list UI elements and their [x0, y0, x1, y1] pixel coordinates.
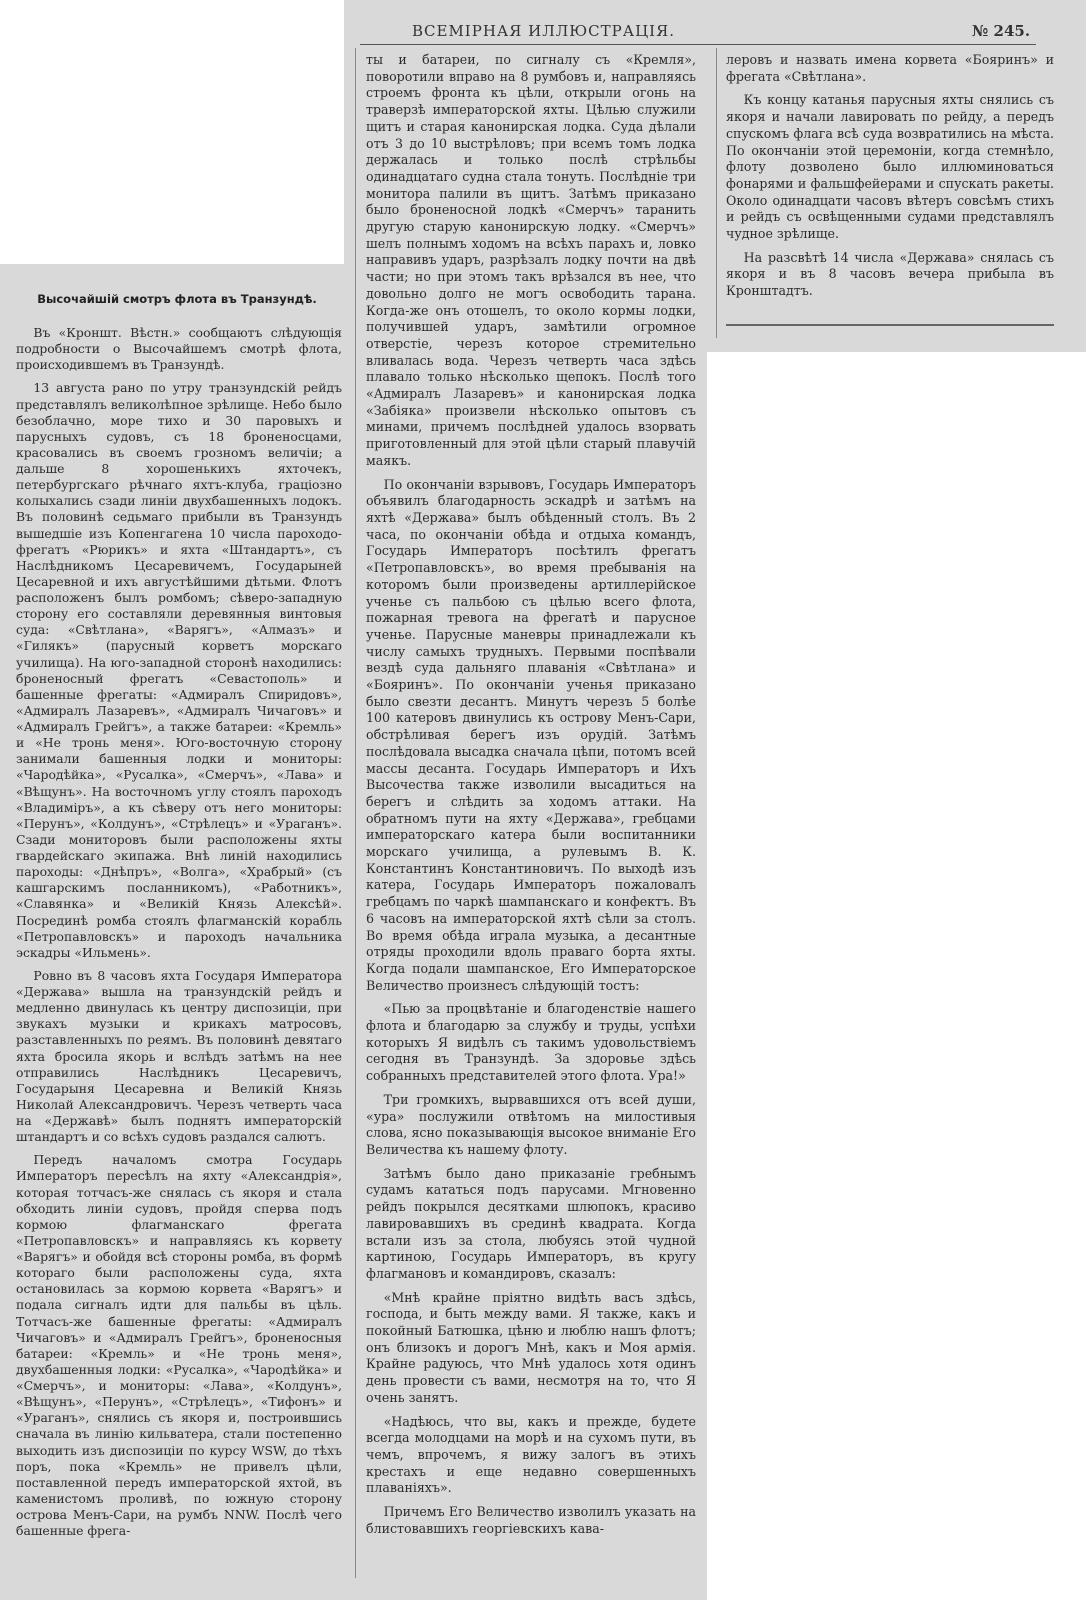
- paragraph: По окончанiи взрывовъ, Государь Императоръ объявилъ благодарность эскадрѣ и затѣмъ на яхтѣ «Держава» былъ обѣденный столъ. Въ 2 часа, по окончанiи обѣда и отдыха командъ, Государь Императоръ посѣтилъ фрегатъ «Петропавловскъ», во время пребыванiя на которомъ были произведены артиллерiйское ученье съ пальбою съ цѣлью всего флота, пожарная тревога на фрегатѣ и парусное ученье. Парусные маневры принадлежали къ числу самыхъ трудныхъ. Первыми поспѣвали вездѣ суда дальняго плаванiя «Свѣтлана» и «Бояринъ». По окончанiи ученья приказано было свезти десантъ. Минутъ черезъ 5 болѣе 100 катеровъ двинулись къ острову Менъ-Сари, обстрѣливая берегъ изъ орудiй. Затѣмъ послѣдовала высадка сначала цѣпи, потомъ всей массы десанта. Государь Императоръ и Ихъ Высочества также изволили высадиться на берегъ и слѣдить за ходомъ аттаки. На обратномъ пути на яхту «Держава», гребцами императорскаго катера были воспитанники морскаго училища, а рулевымъ В. К. Константинъ Константиновичъ. По выходѣ изъ катера, Государь Императоръ пожаловалъ гребцамъ по чаркѣ шампанскаго и конфектъ. Въ 6 часовъ на императорской яхтѣ сѣли за столъ. Во время обѣда играла музыка, а десантные отряды проходили вдоль праваго борта яхты. Когда подали шампанское, Его Императорское Величество произнесъ слѣдующiй тостъ:: [366, 476, 696, 993]
- quote-paragraph: «Мнѣ крайне прiятно видѣть васъ здѣсь, господа, и быть между вами. Я также, какъ и покойный Батюшка, цѣню и люблю нашъ флотъ; онъ близокъ и дорогъ Мнѣ, какъ и Моя армiя. Крайне радуюсь, что Мнѣ удалось хотя одинъ день провести съ вами, несмотря на то, что Я очень занятъ.: [366, 1289, 696, 1405]
- text-column-1: [16, 325, 342, 1546]
- quote-paragraph: «Пью за процвѣтанiе и благоденствiе нашего флота и благодарю за службу и труды, успѣхи которыхъ Я видѣлъ съ такимъ удовольствiемъ сегодня въ Транзундѣ. За здоровье здѣсь собранныхъ представителей этого флота. Ура!»: [366, 1001, 696, 1084]
- masthead-rule: [360, 44, 1036, 45]
- paragraph: Причемъ Его Величество изволилъ указать на блистовавшихъ георгiевскихъ кава-: [366, 1504, 696, 1536]
- paragraph: Затѣмъ было дано приказанiе гребнымъ судамъ кататься подъ парусами. Мгновенно рейдъ покрылся десятками шлюпокъ, красиво лавировавшихъ въ срединѣ квадрата. Когда встали изъ за стола, любуясь этой чудной картиною, Государь Императоръ, въ кругу флагмановъ и командировъ, сказалъ:: [366, 1165, 696, 1281]
- text-column-3: [726, 52, 1054, 307]
- paragraph: Къ концу катанья парусныя яхты снялись съ якоря и начали лавировать по рейду, а передъ спускомъ флага всѣ суда возвратились на мѣста. По окончанiи этой церемонiи, когда стемнѣло, флоту дозволено было иллюминоваться фонарями и фальшфейерами и спускать ракеты. Около одинадцати часовъ вѣтеръ совсѣмъ стихъ и рейдъ съ освѣщенными судами представлялъ чудное зрѣлище.: [726, 92, 1054, 242]
- column-divider: [716, 48, 717, 338]
- article-end-rule: [726, 324, 1054, 326]
- paragraph: Въ «Кроншт. Вѣстн.» сообщаютъ слѣдующiя подробности о Высочайшемъ смотрѣ флота, происходившемъ въ Транзундѣ.: [16, 325, 342, 373]
- paragraph: леровъ и назвать имена корвета «Бояринъ» и фрегата «Свѣтлана».: [726, 52, 1054, 84]
- article-title: Высочайшiй смотръ флота въ Транзундѣ.: [37, 292, 317, 306]
- masthead-title: ВСЕМIРНАЯ ИЛЛЮСТРАЦIЯ.: [412, 22, 675, 40]
- text-column-2: [366, 52, 696, 1544]
- paragraph: Передъ началомъ смотра Государь Императоръ пересѣлъ на яхту «Александрiя», которая тотчасъ-же снялась съ якоря и стала обходить линiи судовъ, пройдя сперва подъ кормою флагманскаго фрегата «Петропавловскъ» и направляясь къ корвету «Варягъ» и обойдя всѣ стороны ромба, въ формѣ котораго были расположены суда, яхта остановилась за кормою корвета «Варягъ» и подала сигналъ идти для пальбы въ цѣль. Тотчасъ-же башенные фрегаты: «Адмиралъ Чичаговъ» и «Адмиралъ Грейгъ», броненосныя батареи: «Кремль» и «Не тронь меня», двухбашенныя лодки: «Русалка», «Чародѣйка» и «Смерчъ», и мониторы: «Лава», «Колдунъ», «Вѣщунъ», «Перунъ», «Стрѣлецъ», «Тифонъ» и «Ураганъ», снялись съ якоря и, построившись сначала въ линiю кильватера, стали постепенно выходить изъ диспозицiи по курсу WSW, до тѣхъ поръ, пока «Кремль» не привелъ цѣли, поставленной передъ императорской яхтой, въ каменистомъ проливѣ, по южную сторону острова Менъ-Сари, на румбъ NNW. Послѣ чего башенные фрега-: [16, 1152, 342, 1539]
- paragraph: Три громкихъ, вырвавшихся отъ всей души, «ура» послужили отвѣтомъ на милостивыя слова, ясно показывающiя высокое вниманiе Его Величества къ нашему флоту.: [366, 1091, 696, 1157]
- paragraph: Ровно въ 8 часовъ яхта Государя Императора «Держава» вышла на транзундскiй рейдъ и медленно двинулась къ центру диспозицiи, при звукахъ музыки и крикахъ матросовъ, разставленныхъ по реямъ. Въ половинѣ девятаго яхта бросила якорь и вслѣдъ затѣмъ на нее отправились Наслѣдникъ Цесаревичъ, Государыня Цесаревна и Великiй Князь Николай Александровичъ. Черезъ четверть часа на «Державѣ» былъ поднятъ императорскiй штандартъ и со всѣхъ судовъ раздался салютъ.: [16, 967, 342, 1145]
- paragraph: 13 августа рано по утру транзундскiй рейдъ представлялъ великолѣпное зрѣлище. Небо было безоблачно, море тихо и 30 паровыхъ и парусныхъ судовъ, съ 18 броненосцами, красовались въ своемъ грозномъ величiи; а дальше 8 хорошенькихъ яхточекъ, петербургскаго рѣчнаго яхтъ-клуба, грацiозно колыхались сзади линiи двухбашенныхъ лодокъ. Въ половинѣ седьмаго прибыли въ Транзундъ вышедшiе изъ Копенгагена 10 числа пароходо-фрегатъ «Рюрикъ» и яхта «Штандартъ», съ Наслѣдникомъ Цесаревичемъ, Государыней Цесаревной и ихъ августѣйшими дѣтьми. Флотъ расположенъ былъ ромбомъ; сѣверо-западную сторону его составляли деревянныя винтовыя суда: «Свѣтлана», «Варягъ», «Алмазъ» и «Гилякъ» (парусный корветъ морскаго училища). На юго-западной сторонѣ находились: броненосный фрегатъ «Севастополь» и башенные фрегаты: «Адмиралъ Спиридовъ», «Адмиралъ Лазаревъ», «Адмиралъ Чичаговъ» и «Адмиралъ Грейгъ», а также батареи: «Кремль» и «Не тронь меня». Юго-восточную сторону занимали башенныя лодки и мониторы: «Чародѣйка», «Русалка», «Смерчъ», «Лава» и «Вѣщунъ». На восточномъ углу стоялъ пароходъ «Владимiръ», а къ сѣверу отъ него мониторы: «Перунъ», «Колдунъ», «Стрѣлецъ» и «Ураганъ». Сзади мониторовъ были расположены яхты гвардейскаго экипажа. Внѣ линiй находились пароходы: «Днѣпръ», «Волга», «Храбрый» (съ кашгарскимъ посланникомъ), «Работникъ», «Славянка» и «Великiй Князь Алексѣй». Посрединѣ ромба стоялъ флагманскiй корабль «Петропавловскъ» и пароходъ начальника эскадры «Ильмень».: [16, 380, 342, 960]
- quote-paragraph: «Надѣюсь, что вы, какъ и прежде, будете всегда молодцами на морѣ и на сухомъ пути, въ чемъ, впрочемъ, я вижу залогъ въ этихъ крестахъ и еще недавно совершенныхъ плаванiяхъ».: [366, 1413, 696, 1496]
- paragraph: ты и батареи, по сигналу съ «Кремля», поворотили вправо на 8 румбовъ и, направляясь строемъ фронта къ цѣли, открыли огонь на траверзѣ императорской яхты. Цѣлью служили щитъ и старая канонирская лодка. Суда дѣлали отъ 3 до 10 выстрѣловъ; при всемъ томъ лодка держалась и только послѣ стрѣльбы одинадцатаго судна стала тонуть. Послѣднiе три монитора палили въ щитъ. Затѣмъ приказано было броненосной лодкѣ «Смерчъ» таранить другую старую канонирскую лодку. «Смерчъ» шелъ полнымъ ходомъ на всѣхъ парахъ и, ловко направивъ ударъ, разрѣзалъ лодку почти на двѣ части; но при этомъ такъ врѣзался въ нее, что довольно долго не могъ освободить тарана. Когда-же онъ отошелъ, то около кормы лодки, получившей ударъ, замѣтили огромное отверстiе, черезъ которое стремительно вливалась вода. Черезъ четверть часа здѣсь плавало только нѣсколько щепокъ. Послѣ того «Адмиралъ Лазаревъ» и канонирская лодка «Забiяка» произвели нѣсколько опытовъ съ минами, причемъ послѣдней удалось взорвать приготовленный для этой цѣли старый плавучiй маякъ.: [366, 52, 696, 468]
- column-divider: [355, 48, 356, 1578]
- issue-number: № 245.: [972, 22, 1031, 40]
- paragraph: На разсвѣтѣ 14 числа «Держава» снялась съ якоря и въ 8 часовъ вечера прибыла въ Кронштадтъ.: [726, 249, 1054, 299]
